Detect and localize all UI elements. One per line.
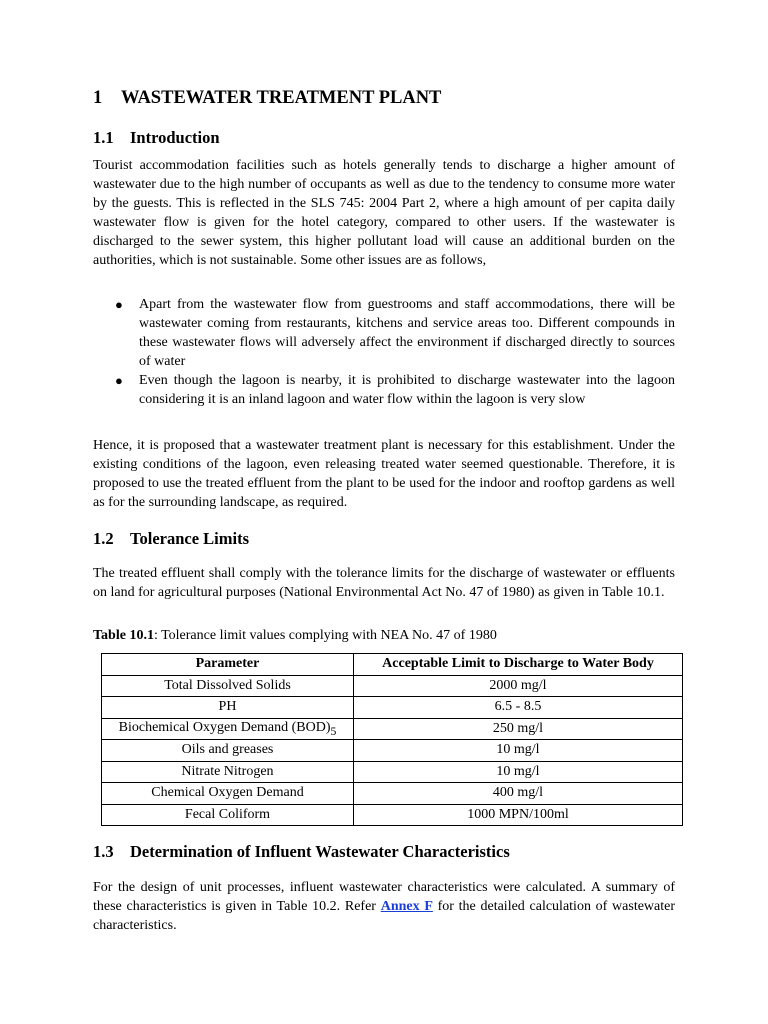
section-heading-introduction [93, 128, 220, 148]
table-row [102, 783, 683, 805]
limit-cell: 250 mg/l [354, 718, 683, 740]
parameter-cell: Chemical Oxygen Demand [102, 783, 354, 805]
influent-text-before: For the design of unit processes, influent wastewater characteristics were calculated. A summary of these characteristics is given in Table 10.2. Refer [93, 880, 675, 914]
bullet-icon: ● [115, 373, 123, 388]
chapter-heading [93, 88, 441, 109]
intro-paragraph: Tourist accommodation facilities such as hotels generally tends to discharge a higher amount of wastewater due to the high number of occupants as well as due to the tendency to consume more water by the guests. This is reflected in the SLS 745: 2004 Part 2, where a high amount of per capita daily wastewater flow is given for the hotel category, compared to other users. If the wastewater is discharged to the sewer system, this higher pollutant load will cause an additional burden on the authorities, which is not sustainable. Some other issues are as follows, [93, 158, 675, 268]
annex-f-link[interactable]: Annex F [380, 899, 433, 914]
chapter-title: WASTEWATER TREATMENT PLANT [121, 88, 442, 108]
table-row [102, 675, 683, 697]
parameter-cell: PH [102, 697, 354, 719]
section-title: Determination of Influent Wastewater Characteristics [130, 842, 510, 861]
section-title: Introduction [130, 128, 220, 147]
table-row [102, 740, 683, 762]
parameter-cell [102, 718, 354, 740]
parameter-text: Biochemical Oxygen Demand (BOD) [118, 719, 331, 735]
conclusion-paragraph: Hence, it is proposed that a wastewater treatment plant is necessary for this establishment. Under the existing conditions of the lagoon, even releasing treated water seemed questionable. Therefore, it is proposed to use the treated effluent from the plant to be used for the indoor and rooftop gardens as well as for the surrounding landscape, as required. [93, 438, 675, 510]
section-number: 1.1 [93, 128, 114, 147]
limit-cell: 10 mg/l [354, 740, 683, 762]
parameter-subscript: 5 [330, 724, 337, 738]
limit-cell: 1000 MPN/100ml [354, 804, 683, 826]
tolerance-paragraph: The treated effluent shall comply with the tolerance limits for the discharge of wastewater or effluents on land for agricultural purposes (National Environmental Act No. 47 of 1980) as given in Table 10.1. [93, 566, 675, 600]
limit-cell: 10 mg/l [354, 761, 683, 783]
header-parameter: Parameter [102, 654, 354, 676]
section-title: Tolerance Limits [130, 529, 250, 548]
table-row [102, 697, 683, 719]
table-row [102, 718, 683, 740]
list-item [93, 295, 675, 371]
section-number: 1.3 [93, 842, 114, 861]
tolerance-limits-table [101, 653, 683, 826]
influent-paragraph [93, 878, 675, 935]
parameter-cell: Oils and greases [102, 740, 354, 762]
header-acceptable-limit: Acceptable Limit to Discharge to Water Body [354, 654, 683, 676]
limit-cell: 6.5 - 8.5 [354, 697, 683, 719]
table-header-row [102, 654, 683, 676]
section-heading-influent-characteristics [93, 842, 510, 862]
table-caption [93, 628, 497, 644]
table-row [102, 804, 683, 826]
parameter-cell: Nitrate Nitrogen [102, 761, 354, 783]
limit-cell: 400 mg/l [354, 783, 683, 805]
chapter-number: 1 [93, 88, 103, 108]
bullet-icon: ● [115, 297, 123, 312]
influent-text-after: for the detailed calculation of wastewater characteristics. [93, 899, 676, 933]
parameter-cell: Total Dissolved Solids [102, 675, 354, 697]
section-number: 1.2 [93, 529, 114, 548]
parameter-cell: Fecal Coliform [102, 804, 354, 826]
bullet-text: Even though the lagoon is nearby, it is prohibited to discharge wastewater into the lagoon considering it is an inland lagoon and water flow within the lagoon is very slow [139, 373, 675, 407]
section-heading-tolerance-limits [93, 529, 249, 549]
issues-bullet-list [93, 295, 675, 409]
table-caption-text: : Tolerance limit values complying with NEA No. 47 of 1980 [153, 628, 497, 643]
table-caption-label: Table 10.1 [93, 628, 154, 643]
bullet-text: Apart from the wastewater flow from guestrooms and staff accommodations, there will be wastewater coming from restaurants, kitchens and service areas too. Different compounds in these wastewater flows will adversely affect the environment if discharged directly to sources of water [139, 297, 675, 369]
list-item [93, 371, 675, 409]
table-row [102, 761, 683, 783]
limit-cell: 2000 mg/l [354, 675, 683, 697]
